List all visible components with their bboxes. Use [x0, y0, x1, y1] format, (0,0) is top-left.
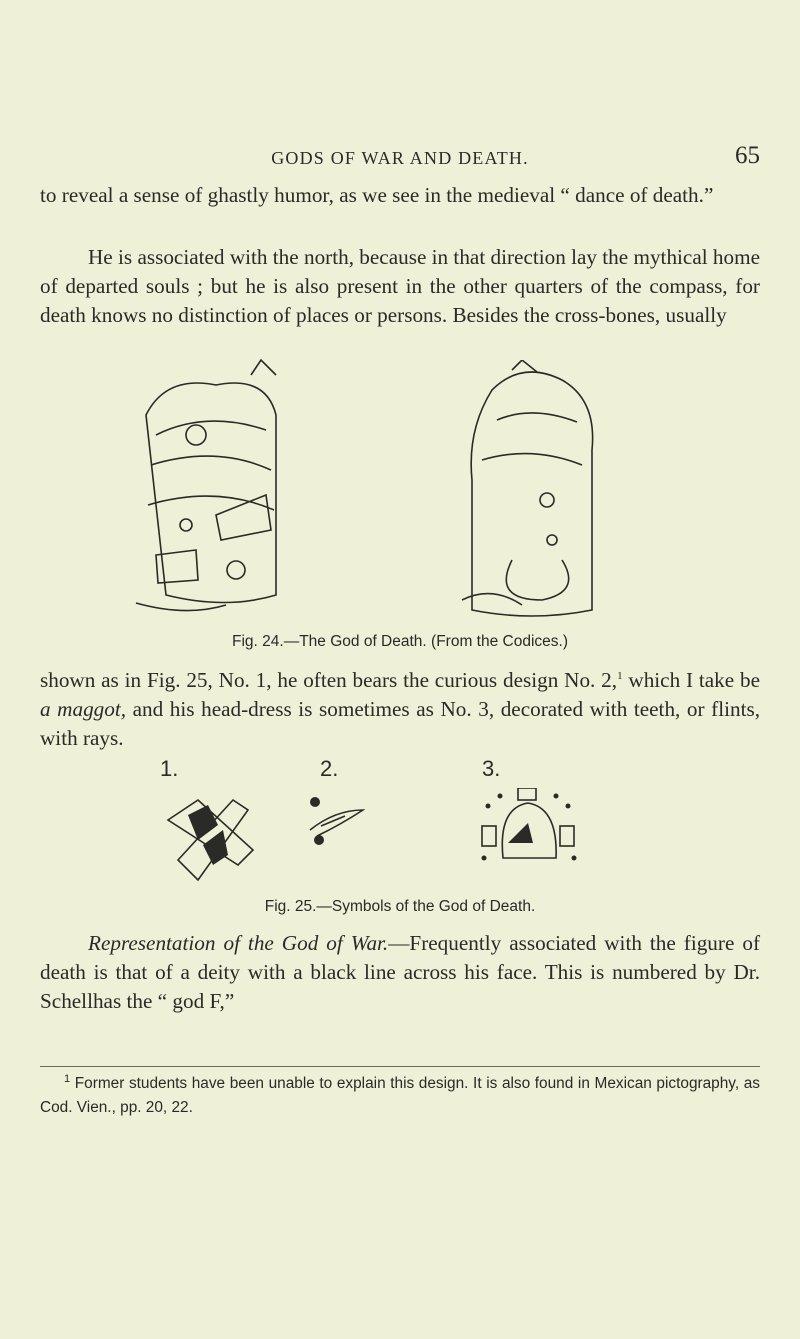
paragraph-1: to reveal a sense of ghastly humor, as we see in the medieval “ dance of death.” — [40, 183, 714, 207]
paragraph-2: He is associated with the north, because in that direction lay the mythical home of departed souls ; but he is also present in the other quarters of the compass, for death knows no distinction of places or persons. Besides the cross-bones, usually — [40, 245, 760, 327]
god-of-death-glyph-left — [126, 355, 294, 627]
running-title: GODS OF WAR AND DEATH. — [271, 148, 529, 168]
footnote-reference: 1 — [617, 669, 623, 682]
figure-24-caption: Fig. 24.—The God of Death. (From the Codices.) — [232, 633, 568, 650]
god-of-death-glyph-right — [452, 360, 604, 628]
symbol-label-2: 2. — [320, 756, 339, 781]
head-dress-symbol — [478, 788, 578, 868]
footnote — [40, 1072, 760, 1120]
maggot-symbol — [305, 790, 365, 850]
paragraph-3-text-c: and his head-dress is sometimes as No. 3, decorated with teeth, or flints, with rays. — [40, 697, 761, 750]
symbol-label-3: 3. — [482, 756, 501, 781]
footnote-divider — [40, 1066, 760, 1067]
cross-bones-symbol — [158, 780, 258, 890]
footnote-marker: 1 — [64, 1072, 71, 1085]
paragraph-4-text: —Frequently associated with the figure of death is that of a deity with a black line across his face. This is numbered by Dr. Schellhas the “ god F,” — [40, 931, 760, 1013]
symbol-labels — [0, 756, 800, 788]
paragraph-3-text-a: shown as in Fig. 25, No. 1, he often bears the curious design No. 2, — [40, 668, 618, 692]
figure-25-caption: Fig. 25.—Symbols of the God of Death. — [264, 898, 536, 915]
running-head — [40, 142, 760, 172]
paragraph-4 — [40, 929, 760, 1016]
page-number: 65 — [735, 142, 760, 169]
paragraph-3-text-b: which I take be — [622, 668, 760, 692]
symbol-label-1: 1. — [160, 756, 179, 781]
paragraph-3-italic: a maggot, — [40, 697, 127, 721]
section-heading-italic: Representation of the God of War. — [88, 931, 389, 955]
footnote-text: Former students have been unable to explain this design. It is also found in Mexican pictography, as Cod. Vien., pp. 20, 22. — [40, 1075, 760, 1116]
paragraph-3 — [40, 666, 760, 753]
